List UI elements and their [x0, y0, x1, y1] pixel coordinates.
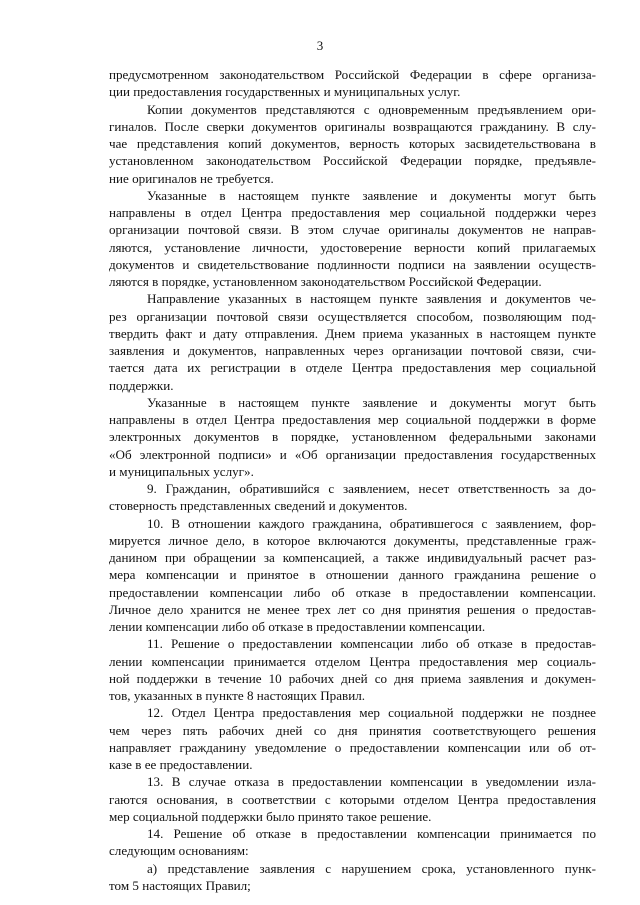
text-line: Личное дело хранится не менее трех лет со дня принятия решения о предостав- [109, 601, 596, 617]
text-line: 10. В отношении каждого гражданина, обратившегося с заявлением, фор- [147, 515, 596, 531]
text-line: твердить факт и дату отправления. Днем приема указанных в настоящем пункте [109, 325, 596, 341]
text-line: 11. Решение о предоставлении компенсации либо об отказе в предостав- [147, 636, 596, 652]
paragraph [109, 187, 596, 291]
text-line: Направление указанных в настоящем пункте заявления и документов че- [147, 291, 596, 307]
text-line: гиналов. После сверки документов оригиналы возвращаются гражданину. В слу- [109, 118, 596, 134]
paragraph [109, 66, 596, 101]
paragraph [109, 101, 596, 187]
text-line: направлены в отдел Центра предоставления мер социальной поддержки в форме [109, 412, 596, 427]
text-line: и муниципальных услуг». [109, 463, 254, 479]
text-line: мера компенсации и принятое в отношении данного гражданина решение о [109, 567, 596, 583]
paragraph [109, 704, 596, 773]
text-line: лении компенсации либо об отказе в предоставлении компенсации. [109, 619, 486, 634]
document-body [109, 66, 596, 894]
text-line: лении компенсации принимается отделом Центра предоставления мер социаль- [109, 653, 596, 669]
text-line: Указанные в настоящем пункте заявление и документы могут быть [147, 187, 596, 203]
text-line: установленном законодательством Российской Федерации порядке, предъявле- [109, 153, 596, 169]
text-line: «Об электронной подписи» и «Об организации предоставления государственных [109, 446, 596, 462]
text-line: следующим основаниям: [109, 843, 249, 859]
text-line: ной поддержки в течение 10 рабочих дней со дня приема заявления и докумен- [109, 670, 596, 686]
paragraph [109, 773, 596, 825]
text-line: документов и свидетельствование подлинности подписи на заявлении осуществ- [109, 256, 596, 272]
text-line: стоверность представленных сведений и документов. [109, 498, 408, 514]
text-line: мер социальной поддержки было принято такое решение. [109, 808, 432, 824]
text-line: заявления и документов, направленных через организации почтовой связи, счи- [109, 343, 596, 358]
text-line: а) представление заявления с нарушением срока, установленного пунк- [147, 860, 596, 876]
text-line: поддержки. [109, 377, 174, 393]
text-line: организации почтовой связи. В этом случае оригиналы документов не направ- [109, 222, 596, 238]
text-line: 14. Решение об отказе в предоставлении компенсации принимается по [147, 826, 596, 841]
text-line: тов, указанных в пункте 8 настоящих Правил. [109, 688, 366, 703]
text-line: том 5 настоящих Правил; [109, 877, 251, 893]
text-line: ние оригиналов не требуется. [109, 170, 274, 186]
paragraph [109, 515, 596, 636]
text-line: ляются в порядке, установленном законодательством Российской Федерации. [109, 274, 542, 289]
text-line: предоставлении компенсации либо об отказе в предоставлении компенсации. [109, 584, 596, 600]
text-line: мируется личное дело, в которое включаются документы, представленные граж- [109, 532, 596, 548]
text-line: Указанные в настоящем пункте заявление и документы могут быть [147, 394, 596, 410]
text-line: ляются, установление личности, удостоверение верности копий прилагаемых [109, 239, 596, 255]
text-line: предусмотренном законодательством Российской Федерации в сфере организа- [109, 67, 596, 82]
text-line: тается дата их регистрации в отделе Центра предоставления мер социальной [109, 360, 596, 376]
text-line: 13. В случае отказа в предоставлении компенсации в уведомлении изла- [147, 774, 596, 790]
paragraph [109, 290, 596, 394]
text-line: направляет гражданину уведомление о предоставлении компенсации или об от- [109, 739, 596, 755]
text-line: казе в ее предоставлении. [109, 757, 253, 772]
paragraph [109, 825, 596, 860]
text-line: 9. Гражданин, обратившийся с заявлением, несет ответственность за до- [147, 481, 596, 496]
text-line: электронных документов в порядке, установленном федеральными законами [109, 429, 596, 445]
text-line: чае представления копий документов, верность которых засвидетельствована в [109, 136, 596, 151]
text-line: данином при обращении за компенсацией, а также индивидуальный расчет раз- [109, 550, 596, 565]
text-line: ции предоставления государственных и муниципальных услуг. [109, 84, 461, 100]
text-line: Копии документов представляются с одновременным предъявлением ори- [147, 101, 596, 117]
text-line: 12. Отдел Центра предоставления мер социальной поддержки не позднее [147, 705, 596, 721]
paragraph [109, 860, 596, 895]
text-line: рез организации почтовой связи осуществляется способом, позволяющим под- [109, 308, 596, 324]
page-number: 3 [316, 38, 324, 53]
text-line: гаются основания, в соответствии с которыми отделом Центра предоставления [109, 791, 596, 807]
paragraph [109, 394, 596, 480]
paragraph [109, 635, 596, 704]
text-line: направлены в отдел Центра предоставления мер социальной поддержки через [109, 205, 596, 220]
paragraph [109, 480, 596, 515]
text-line: чем через пять рабочих дней со дня принятия соответствующего решения [109, 722, 596, 738]
